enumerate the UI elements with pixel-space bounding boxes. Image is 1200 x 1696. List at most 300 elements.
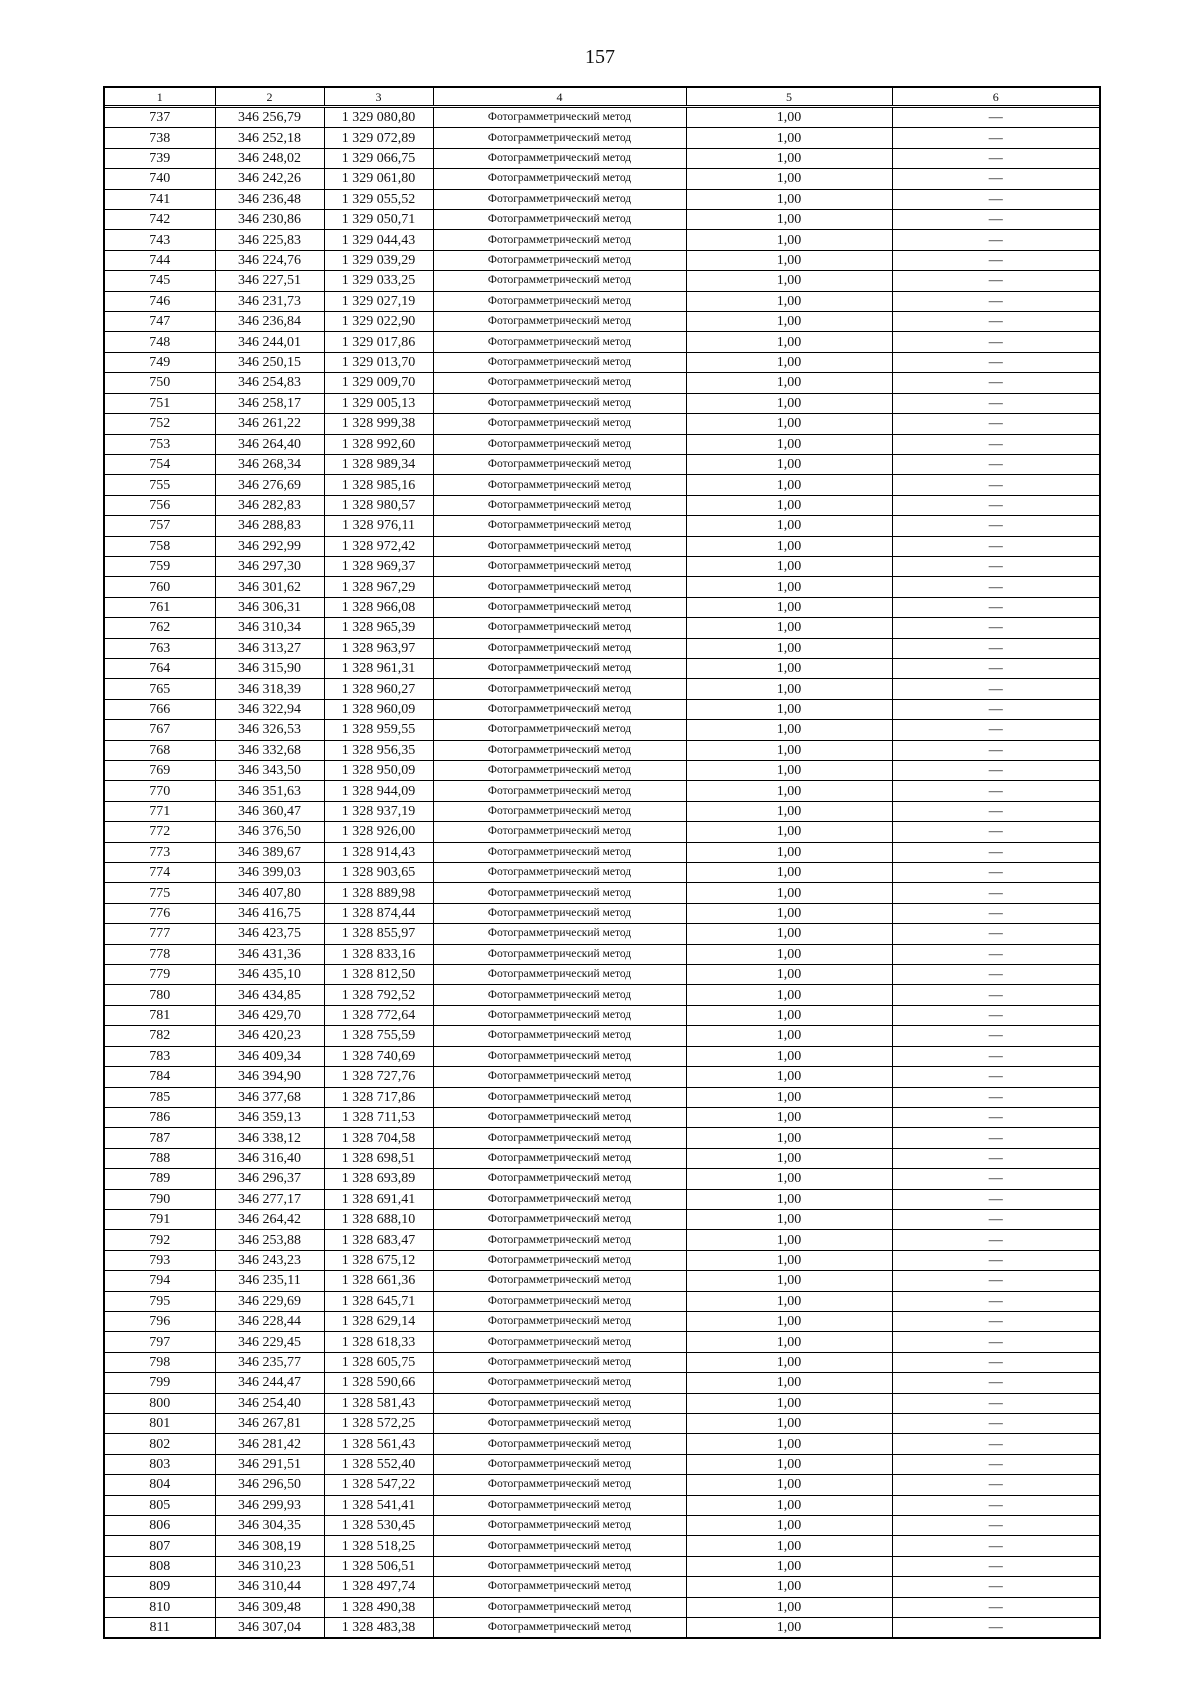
point-number-cell: 745 <box>105 271 215 291</box>
point-number-cell: 791 <box>105 1209 215 1229</box>
method-cell: Фотограмметрический метод <box>433 454 686 474</box>
accuracy-cell: 1,00 <box>686 1475 892 1495</box>
table-row <box>105 1291 1099 1311</box>
point-number-cell: 790 <box>105 1189 215 1209</box>
accuracy-cell: 1,00 <box>686 169 892 189</box>
x-coordinate-cell: 346 377,68 <box>215 1087 324 1107</box>
y-coordinate-cell: 1 328 618,33 <box>324 1332 433 1352</box>
x-coordinate-cell: 346 394,90 <box>215 1067 324 1087</box>
note-cell: — <box>892 189 1099 209</box>
accuracy-cell: 1,00 <box>686 1107 892 1127</box>
point-number-cell: 797 <box>105 1332 215 1352</box>
table-row <box>105 577 1099 597</box>
note-cell: — <box>892 1209 1099 1229</box>
table-row <box>105 189 1099 209</box>
point-number-cell: 795 <box>105 1291 215 1311</box>
x-coordinate-cell: 346 434,85 <box>215 985 324 1005</box>
point-number-cell: 787 <box>105 1128 215 1148</box>
point-number-cell: 755 <box>105 475 215 495</box>
note-cell: — <box>892 1516 1099 1536</box>
table-row <box>105 720 1099 740</box>
table-row <box>105 658 1099 678</box>
point-number-cell: 786 <box>105 1107 215 1127</box>
point-number-cell: 800 <box>105 1393 215 1413</box>
y-coordinate-cell: 1 328 812,50 <box>324 965 433 985</box>
y-coordinate-cell: 1 328 956,35 <box>324 740 433 760</box>
note-cell: — <box>892 597 1099 617</box>
y-coordinate-cell: 1 328 506,51 <box>324 1556 433 1576</box>
point-number-cell: 802 <box>105 1434 215 1454</box>
table-row <box>105 1148 1099 1168</box>
point-number-cell: 798 <box>105 1352 215 1372</box>
x-coordinate-cell: 346 326,53 <box>215 720 324 740</box>
accuracy-cell: 1,00 <box>686 597 892 617</box>
point-number-cell: 757 <box>105 516 215 536</box>
x-coordinate-cell: 346 376,50 <box>215 822 324 842</box>
note-cell: — <box>892 210 1099 230</box>
method-cell: Фотограмметрический метод <box>433 1373 686 1393</box>
accuracy-cell: 1,00 <box>686 1414 892 1434</box>
x-coordinate-cell: 346 228,44 <box>215 1311 324 1331</box>
x-coordinate-cell: 346 231,73 <box>215 291 324 311</box>
y-coordinate-cell: 1 328 889,98 <box>324 883 433 903</box>
x-coordinate-cell: 346 256,79 <box>215 107 324 128</box>
x-coordinate-cell: 346 242,26 <box>215 169 324 189</box>
accuracy-cell: 1,00 <box>686 863 892 883</box>
point-number-cell: 811 <box>105 1618 215 1638</box>
table-row <box>105 618 1099 638</box>
table-row <box>105 1393 1099 1413</box>
y-coordinate-cell: 1 328 561,43 <box>324 1434 433 1454</box>
accuracy-cell: 1,00 <box>686 924 892 944</box>
point-number-cell: 794 <box>105 1271 215 1291</box>
method-cell: Фотограмметрический метод <box>433 495 686 515</box>
accuracy-cell: 1,00 <box>686 128 892 148</box>
y-coordinate-cell: 1 328 967,29 <box>324 577 433 597</box>
method-cell: Фотограмметрический метод <box>433 434 686 454</box>
table-row <box>105 1128 1099 1148</box>
method-cell: Фотограмметрический метод <box>433 1311 686 1331</box>
table-row <box>105 1230 1099 1250</box>
point-number-cell: 751 <box>105 393 215 413</box>
table-row <box>105 842 1099 862</box>
table-row <box>105 1475 1099 1495</box>
accuracy-cell: 1,00 <box>686 1250 892 1270</box>
method-cell: Фотограмметрический метод <box>433 1393 686 1413</box>
note-cell: — <box>892 414 1099 434</box>
y-coordinate-cell: 1 328 530,45 <box>324 1516 433 1536</box>
point-number-cell: 805 <box>105 1495 215 1515</box>
table-row <box>105 740 1099 760</box>
accuracy-cell: 1,00 <box>686 291 892 311</box>
point-number-cell: 744 <box>105 250 215 270</box>
accuracy-cell: 1,00 <box>686 107 892 128</box>
accuracy-cell: 1,00 <box>686 985 892 1005</box>
table-row <box>105 393 1099 413</box>
accuracy-cell: 1,00 <box>686 801 892 821</box>
x-coordinate-cell: 346 268,34 <box>215 454 324 474</box>
accuracy-cell: 1,00 <box>686 1352 892 1372</box>
note-cell: — <box>892 944 1099 964</box>
point-number-cell: 754 <box>105 454 215 474</box>
method-cell: Фотограмметрический метод <box>433 842 686 862</box>
point-number-cell: 807 <box>105 1536 215 1556</box>
x-coordinate-cell: 346 244,47 <box>215 1373 324 1393</box>
y-coordinate-cell: 1 328 989,34 <box>324 454 433 474</box>
method-cell: Фотограмметрический метод <box>433 1618 686 1638</box>
x-coordinate-cell: 346 407,80 <box>215 883 324 903</box>
note-cell: — <box>892 1536 1099 1556</box>
point-number-cell: 768 <box>105 740 215 760</box>
point-number-cell: 761 <box>105 597 215 617</box>
x-coordinate-cell: 346 306,31 <box>215 597 324 617</box>
method-cell: Фотограмметрический метод <box>433 577 686 597</box>
table-row <box>105 128 1099 148</box>
x-coordinate-cell: 346 282,83 <box>215 495 324 515</box>
accuracy-cell: 1,00 <box>686 230 892 250</box>
point-number-cell: 789 <box>105 1169 215 1189</box>
method-cell: Фотограмметрический метод <box>433 1332 686 1352</box>
note-cell: — <box>892 903 1099 923</box>
point-number-cell: 759 <box>105 556 215 576</box>
header-col-6: 6 <box>892 88 1099 107</box>
y-coordinate-cell: 1 328 972,42 <box>324 536 433 556</box>
x-coordinate-cell: 346 258,17 <box>215 393 324 413</box>
table-row <box>105 1332 1099 1352</box>
x-coordinate-cell: 346 435,10 <box>215 965 324 985</box>
accuracy-cell: 1,00 <box>686 679 892 699</box>
point-number-cell: 792 <box>105 1230 215 1250</box>
table-row <box>105 801 1099 821</box>
method-cell: Фотограмметрический метод <box>433 1250 686 1270</box>
note-cell: — <box>892 1005 1099 1025</box>
note-cell: — <box>892 1577 1099 1597</box>
table-row <box>105 1311 1099 1331</box>
point-number-cell: 771 <box>105 801 215 821</box>
x-coordinate-cell: 346 359,13 <box>215 1107 324 1127</box>
x-coordinate-cell: 346 416,75 <box>215 903 324 923</box>
table-row <box>105 1597 1099 1617</box>
note-cell: — <box>892 740 1099 760</box>
method-cell: Фотограмметрический метод <box>433 128 686 148</box>
accuracy-cell: 1,00 <box>686 699 892 719</box>
point-number-cell: 776 <box>105 903 215 923</box>
table-row <box>105 597 1099 617</box>
x-coordinate-cell: 346 429,70 <box>215 1005 324 1025</box>
table-row <box>105 230 1099 250</box>
table-row <box>105 1352 1099 1372</box>
accuracy-cell: 1,00 <box>686 332 892 352</box>
accuracy-cell: 1,00 <box>686 638 892 658</box>
note-cell: — <box>892 679 1099 699</box>
point-number-cell: 742 <box>105 210 215 230</box>
note-cell: — <box>892 842 1099 862</box>
point-number-cell: 806 <box>105 1516 215 1536</box>
y-coordinate-cell: 1 328 980,57 <box>324 495 433 515</box>
note-cell: — <box>892 475 1099 495</box>
table-row <box>105 414 1099 434</box>
accuracy-cell: 1,00 <box>686 1046 892 1066</box>
header-col-5: 5 <box>686 88 892 107</box>
y-coordinate-cell: 1 329 013,70 <box>324 352 433 372</box>
y-coordinate-cell: 1 328 605,75 <box>324 1352 433 1372</box>
x-coordinate-cell: 346 252,18 <box>215 128 324 148</box>
point-number-cell: 763 <box>105 638 215 658</box>
y-coordinate-cell: 1 328 944,09 <box>324 781 433 801</box>
y-coordinate-cell: 1 328 675,12 <box>324 1250 433 1270</box>
note-cell: — <box>892 148 1099 168</box>
x-coordinate-cell: 346 409,34 <box>215 1046 324 1066</box>
accuracy-cell: 1,00 <box>686 1332 892 1352</box>
note-cell: — <box>892 638 1099 658</box>
note-cell: — <box>892 291 1099 311</box>
table-row <box>105 332 1099 352</box>
x-coordinate-cell: 346 236,48 <box>215 189 324 209</box>
x-coordinate-cell: 346 276,69 <box>215 475 324 495</box>
x-coordinate-cell: 346 291,51 <box>215 1454 324 1474</box>
y-coordinate-cell: 1 328 874,44 <box>324 903 433 923</box>
point-number-cell: 778 <box>105 944 215 964</box>
y-coordinate-cell: 1 328 960,27 <box>324 679 433 699</box>
note-cell: — <box>892 965 1099 985</box>
table-row <box>105 1087 1099 1107</box>
point-number-cell: 775 <box>105 883 215 903</box>
x-coordinate-cell: 346 235,11 <box>215 1271 324 1291</box>
y-coordinate-cell: 1 329 039,29 <box>324 250 433 270</box>
method-cell: Фотограмметрический метод <box>433 1026 686 1046</box>
y-coordinate-cell: 1 328 711,53 <box>324 1107 433 1127</box>
y-coordinate-cell: 1 328 959,55 <box>324 720 433 740</box>
point-number-cell: 801 <box>105 1414 215 1434</box>
note-cell: — <box>892 1495 1099 1515</box>
accuracy-cell: 1,00 <box>686 556 892 576</box>
point-number-cell: 741 <box>105 189 215 209</box>
table-row <box>105 781 1099 801</box>
x-coordinate-cell: 346 227,51 <box>215 271 324 291</box>
x-coordinate-cell: 346 281,42 <box>215 1434 324 1454</box>
method-cell: Фотограмметрический метод <box>433 271 686 291</box>
note-cell: — <box>892 985 1099 1005</box>
method-cell: Фотограмметрический метод <box>433 516 686 536</box>
point-number-cell: 788 <box>105 1148 215 1168</box>
accuracy-cell: 1,00 <box>686 1230 892 1250</box>
x-coordinate-cell: 346 301,62 <box>215 577 324 597</box>
accuracy-cell: 1,00 <box>686 822 892 842</box>
x-coordinate-cell: 346 299,93 <box>215 1495 324 1515</box>
table-row <box>105 1005 1099 1025</box>
method-cell: Фотограмметрический метод <box>433 924 686 944</box>
x-coordinate-cell: 346 230,86 <box>215 210 324 230</box>
y-coordinate-cell: 1 328 629,14 <box>324 1311 433 1331</box>
table-row <box>105 1107 1099 1127</box>
table-row <box>105 985 1099 1005</box>
y-coordinate-cell: 1 329 044,43 <box>324 230 433 250</box>
y-coordinate-cell: 1 328 969,37 <box>324 556 433 576</box>
note-cell: — <box>892 1556 1099 1576</box>
y-coordinate-cell: 1 328 693,89 <box>324 1169 433 1189</box>
x-coordinate-cell: 346 277,17 <box>215 1189 324 1209</box>
y-coordinate-cell: 1 328 581,43 <box>324 1393 433 1413</box>
y-coordinate-cell: 1 328 661,36 <box>324 1271 433 1291</box>
method-cell: Фотограмметрический метод <box>433 148 686 168</box>
note-cell: — <box>892 883 1099 903</box>
accuracy-cell: 1,00 <box>686 475 892 495</box>
method-cell: Фотограмметрический метод <box>433 1271 686 1291</box>
note-cell: — <box>892 1169 1099 1189</box>
method-cell: Фотограмметрический метод <box>433 1087 686 1107</box>
accuracy-cell: 1,00 <box>686 189 892 209</box>
point-number-cell: 739 <box>105 148 215 168</box>
x-coordinate-cell: 346 423,75 <box>215 924 324 944</box>
note-cell: — <box>892 1434 1099 1454</box>
accuracy-cell: 1,00 <box>686 250 892 270</box>
x-coordinate-cell: 346 224,76 <box>215 250 324 270</box>
accuracy-cell: 1,00 <box>686 1026 892 1046</box>
table-row <box>105 1373 1099 1393</box>
note-cell: — <box>892 454 1099 474</box>
note-cell: — <box>892 577 1099 597</box>
x-coordinate-cell: 346 292,99 <box>215 536 324 556</box>
x-coordinate-cell: 346 316,40 <box>215 1148 324 1168</box>
accuracy-cell: 1,00 <box>686 434 892 454</box>
y-coordinate-cell: 1 328 704,58 <box>324 1128 433 1148</box>
method-cell: Фотограмметрический метод <box>433 1005 686 1025</box>
x-coordinate-cell: 346 304,35 <box>215 1516 324 1536</box>
x-coordinate-cell: 346 296,37 <box>215 1169 324 1189</box>
table-row <box>105 1454 1099 1474</box>
y-coordinate-cell: 1 328 960,09 <box>324 699 433 719</box>
y-coordinate-cell: 1 328 717,86 <box>324 1087 433 1107</box>
x-coordinate-cell: 346 431,36 <box>215 944 324 964</box>
note-cell: — <box>892 924 1099 944</box>
point-number-cell: 772 <box>105 822 215 842</box>
point-number-cell: 758 <box>105 536 215 556</box>
method-cell: Фотограмметрический метод <box>433 720 686 740</box>
note-cell: — <box>892 1230 1099 1250</box>
y-coordinate-cell: 1 328 985,16 <box>324 475 433 495</box>
point-number-cell: 753 <box>105 434 215 454</box>
y-coordinate-cell: 1 328 966,08 <box>324 597 433 617</box>
point-number-cell: 774 <box>105 863 215 883</box>
table-row <box>105 434 1099 454</box>
y-coordinate-cell: 1 328 926,00 <box>324 822 433 842</box>
x-coordinate-cell: 346 351,63 <box>215 781 324 801</box>
method-cell: Фотограмметрический метод <box>433 699 686 719</box>
accuracy-cell: 1,00 <box>686 658 892 678</box>
point-number-cell: 785 <box>105 1087 215 1107</box>
table-row <box>105 312 1099 332</box>
y-coordinate-cell: 1 328 691,41 <box>324 1189 433 1209</box>
table-header <box>105 88 1099 107</box>
y-coordinate-cell: 1 328 961,31 <box>324 658 433 678</box>
method-cell: Фотограмметрический метод <box>433 638 686 658</box>
x-coordinate-cell: 346 288,83 <box>215 516 324 536</box>
method-cell: Фотограмметрический метод <box>433 1414 686 1434</box>
accuracy-cell: 1,00 <box>686 536 892 556</box>
method-cell: Фотограмметрический метод <box>433 903 686 923</box>
method-cell: Фотограмметрический метод <box>433 210 686 230</box>
y-coordinate-cell: 1 328 645,71 <box>324 1291 433 1311</box>
table-row <box>105 169 1099 189</box>
note-cell: — <box>892 393 1099 413</box>
accuracy-cell: 1,00 <box>686 1291 892 1311</box>
accuracy-cell: 1,00 <box>686 1148 892 1168</box>
note-cell: — <box>892 1128 1099 1148</box>
method-cell: Фотограмметрический метод <box>433 291 686 311</box>
table-row <box>105 863 1099 883</box>
method-cell: Фотограмметрический метод <box>433 1352 686 1372</box>
table-row <box>105 1250 1099 1270</box>
y-coordinate-cell: 1 328 755,59 <box>324 1026 433 1046</box>
point-number-cell: 747 <box>105 312 215 332</box>
method-cell: Фотограмметрический метод <box>433 332 686 352</box>
x-coordinate-cell: 346 310,34 <box>215 618 324 638</box>
accuracy-cell: 1,00 <box>686 1128 892 1148</box>
y-coordinate-cell: 1 328 833,16 <box>324 944 433 964</box>
x-coordinate-cell: 346 313,27 <box>215 638 324 658</box>
accuracy-cell: 1,00 <box>686 414 892 434</box>
point-number-cell: 799 <box>105 1373 215 1393</box>
header-col-4: 4 <box>433 88 686 107</box>
method-cell: Фотограмметрический метод <box>433 863 686 883</box>
method-cell: Фотограмметрический метод <box>433 1128 686 1148</box>
x-coordinate-cell: 346 332,68 <box>215 740 324 760</box>
note-cell: — <box>892 1250 1099 1270</box>
accuracy-cell: 1,00 <box>686 965 892 985</box>
point-number-cell: 777 <box>105 924 215 944</box>
y-coordinate-cell: 1 328 518,25 <box>324 1536 433 1556</box>
table-row <box>105 536 1099 556</box>
note-cell: — <box>988 1620 1003 1636</box>
x-coordinate-cell: 346 248,02 <box>215 148 324 168</box>
y-coordinate-cell: 1 328 572,25 <box>324 1414 433 1434</box>
point-number-cell: 781 <box>105 1005 215 1025</box>
accuracy-cell: 1,00 <box>686 1618 892 1638</box>
point-number-cell: 752 <box>105 414 215 434</box>
x-coordinate-cell: 346 315,90 <box>215 658 324 678</box>
method-cell: Фотограмметрический метод <box>433 230 686 250</box>
accuracy-cell: 1,00 <box>686 1373 892 1393</box>
accuracy-cell: 1,00 <box>686 618 892 638</box>
point-number-cell: 810 <box>105 1597 215 1617</box>
note-cell: — <box>892 618 1099 638</box>
note-cell: — <box>892 658 1099 678</box>
y-coordinate-cell: 1 328 903,65 <box>324 863 433 883</box>
table-row <box>105 148 1099 168</box>
note-cell: — <box>892 312 1099 332</box>
table-row <box>105 516 1099 536</box>
method-cell: Фотограмметрический метод <box>433 1556 686 1576</box>
note-cell: — <box>892 373 1099 393</box>
table-row <box>105 1516 1099 1536</box>
point-number-cell: 784 <box>105 1067 215 1087</box>
y-coordinate-cell: 1 328 999,38 <box>324 414 433 434</box>
method-cell: Фотограмметрический метод <box>433 414 686 434</box>
x-coordinate-cell: 346 310,44 <box>215 1577 324 1597</box>
point-number-cell: 737 <box>105 107 215 128</box>
x-coordinate-cell: 346 420,23 <box>215 1026 324 1046</box>
accuracy-cell: 1,00 <box>686 1189 892 1209</box>
table-row <box>105 1067 1099 1087</box>
method-cell: Фотограмметрический метод <box>433 883 686 903</box>
table-row <box>105 1536 1099 1556</box>
accuracy-cell: 1,00 <box>686 944 892 964</box>
note-cell: — <box>892 1475 1099 1495</box>
x-coordinate-cell: 346 307,04 <box>215 1618 324 1638</box>
table-row <box>105 761 1099 781</box>
accuracy-cell: 1,00 <box>686 1577 892 1597</box>
accuracy-cell: 1,00 <box>686 740 892 760</box>
